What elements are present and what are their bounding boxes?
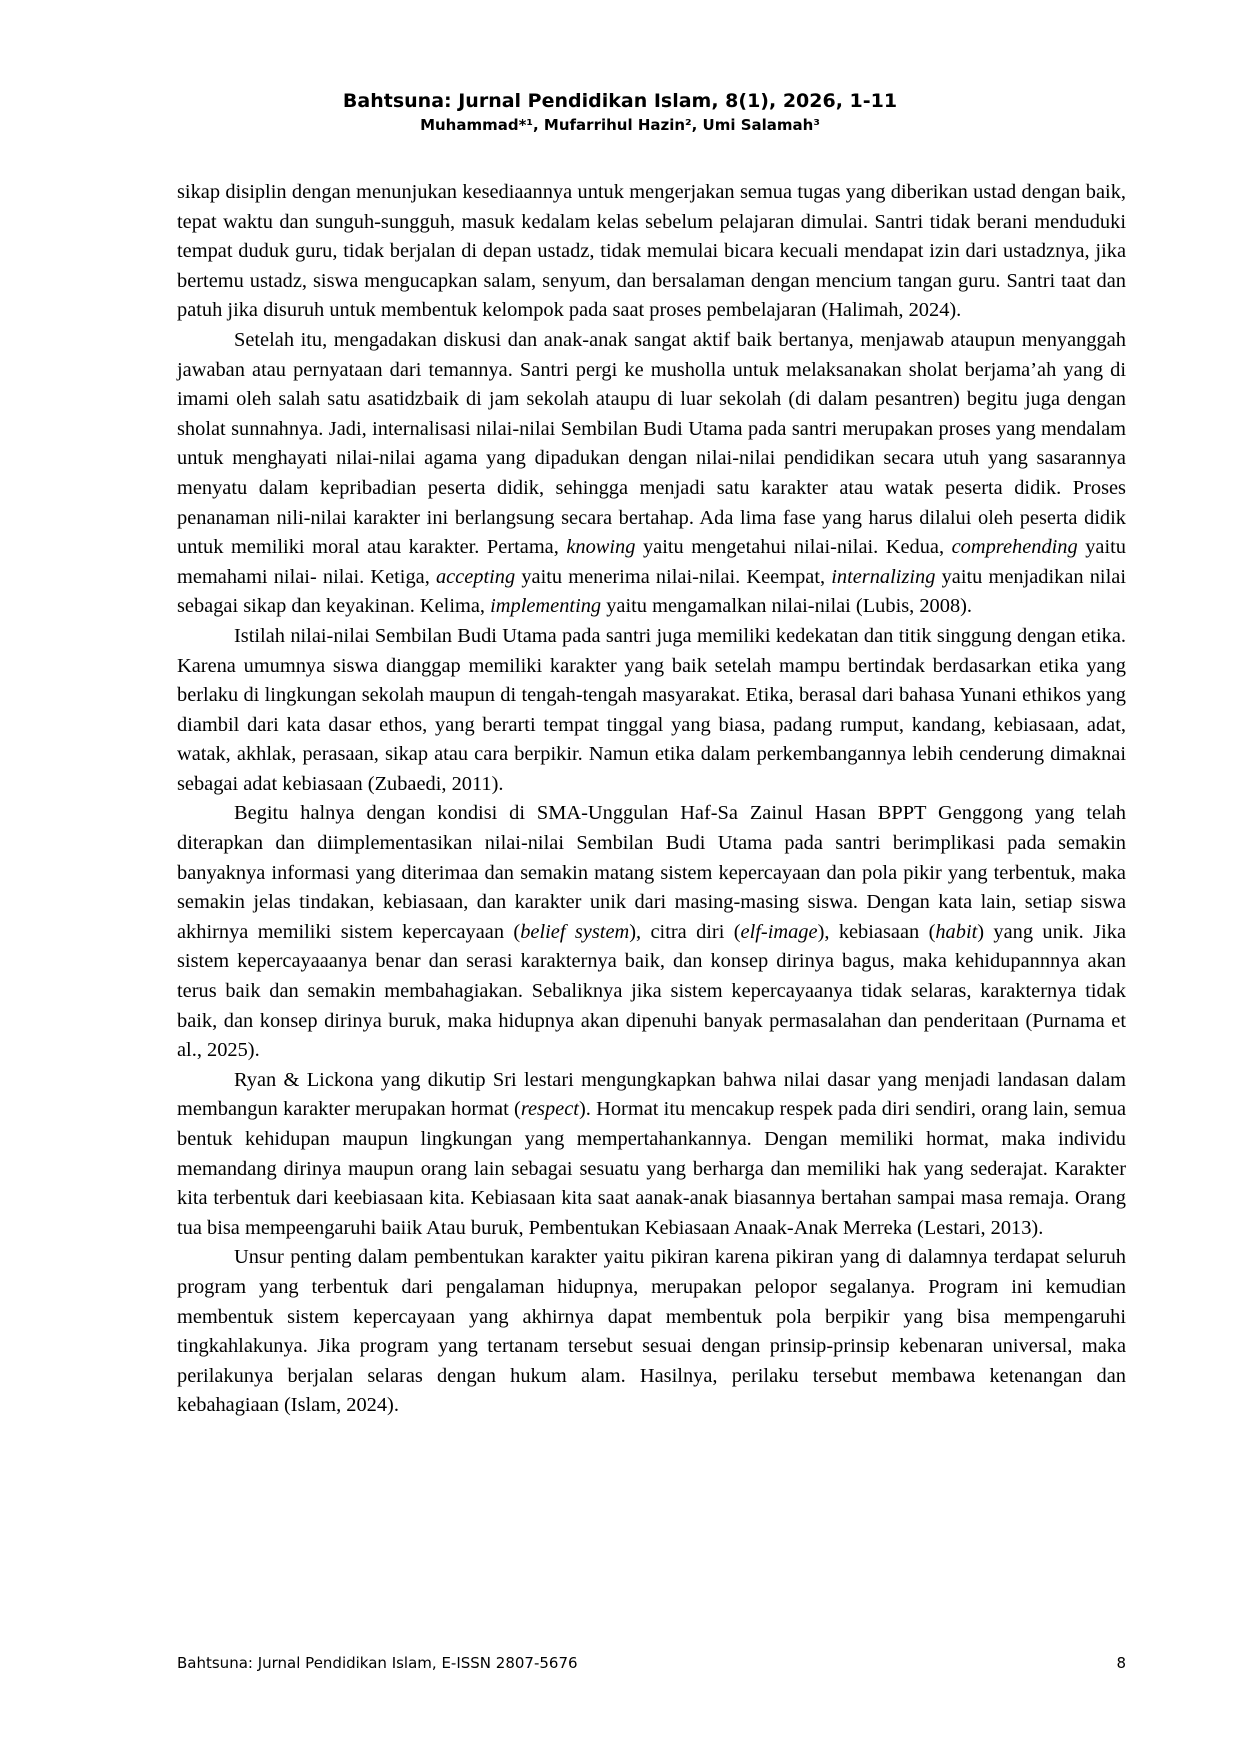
italic-term: belief system: [520, 920, 630, 943]
journal-citation: Bahtsuna: Jurnal Pendidikan Islam, 8(1), 2026, 1-11: [342, 90, 898, 112]
body-text: [177, 178, 1126, 1421]
page-number: 8: [1116, 1654, 1126, 1672]
text-run: yaitu mengamalkan nilai-nilai (Lubis, 2008).: [601, 595, 973, 618]
text-run: yaitu menjadikan nilai sebagai sikap dan keyakinan. Kelima,: [177, 565, 1126, 618]
italic-term: accepting: [435, 565, 516, 588]
paragraph: [177, 799, 1126, 1065]
text-run: yaitu menerima nilai-nilai. Keempat,: [515, 565, 832, 588]
italic-term: knowing: [566, 536, 636, 559]
italic-term: internalizing: [831, 565, 936, 588]
paragraph: [177, 178, 1126, 326]
italic-term: implementing: [490, 595, 602, 618]
paragraph: [177, 326, 1126, 622]
paragraph: [177, 1243, 1126, 1421]
text-run: ), citra diri (: [629, 920, 741, 943]
running-header: [0, 88, 1240, 136]
text-run: Setelah itu, mengadakan diskusi dan anak-anak sangat aktif baik bertanya, menjawab ataupun menyanggah jawaban atau pernyataan dari temannya. Santri pergi ke musholla untuk melaksanakan sholat berjama’ah yang di imami oleh salah satu asatidzbaik di jam sekolah ataupu di luar sekolah (di dalam pesantren) begitu juga dengan sholat sunnahnya. Jadi, internalisasi nilai-nilai Sembilan Budi Utama pada santri merupakan proses yang mendalam untuk menghayati nilai-nilai agama yang dipadukan dengan nilai-nilai pendidikan secara utuh yang sasarannya menyatu dalam kepribadian peserta didik, sehingga menjadi satu karakter atau watak peserta didik. Proses penanaman nili-nilai karakter ini berlangsung secara bertahap. Ada lima fase yang harus dilalui oleh peserta didik untuk memiliki moral atau karakter. Pertama,: [177, 328, 1126, 559]
text-run: ), kebiasaan (: [817, 920, 936, 943]
paragraph: [177, 1066, 1126, 1244]
text-run: Istilah nilai-nilai Sembilan Budi Utama pada santri juga memiliki kedekatan dan titik singgung dengan etika. Karena umumnya siswa dianggap memiliki karakter yang baik setelah mampu bertindak berdasarkan etika yang berlaku di lingkungan sekolah maupun di tengah-tengah masyarakat. Etika, berasal dari bahasa Yunani ethikos yang diambil dari kata dasar ethos, yang berarti tempat tinggal yang biasa, padang rumput, kandang, kebiasaan, adat, watak, akhlak, perasaan, sikap atau cara berpikir. Namun etika dalam perkembangannya lebih cenderung dimaknai sebagai adat kebiasaan (Zubaedi, 2011).: [177, 624, 1126, 795]
text-run: yaitu mengetahui nilai-nilai. Kedua,: [635, 536, 952, 559]
text-run: ) yang unik. Jika sistem kepercayaaanya benar dan serasi karakternya baik, dan konsep dirinya bagus, maka kehidupannnya akan terus baik dan semakin membahagiakan. Sebaliknya jika sistem kepercayaanya tidak selaras, karakternya tidak baik, dan konsep dirinya buruk, maka hidupnya akan dipenuhi banyak permasalahan dan penderitaan (Purnama et al., 2025).: [177, 920, 1126, 1062]
text-run: Ryan & Lickona yang dikutip Sri lestari mengungkapkan bahwa nilai dasar yang menjadi landasan dalam membangun karakter merupakan hormat (: [177, 1068, 1126, 1121]
italic-term: habit: [935, 920, 978, 943]
text-run: Unsur penting dalam pembentukan karakter yaitu pikiran karena pikiran yang di dalamnya terdapat seluruh program yang terbentuk dari pengalaman hidupnya, merupakan pelopor segalanya. Program ini kemudian membentuk sistem kepercayaan yang akhirnya dapat membentuk pola berpikir yang bisa mempengaruhi tingkahlakunya. Jika program yang tertanam tersebut sesuai dengan prinsip-prinsip kebenaran universal, maka perilakunya berjalan selaras dengan hukum alam. Hasilnya, perilaku tersebut membawa ketenangan dan kebahagiaan (Islam, 2024).: [177, 1246, 1126, 1417]
text-run: yaitu memahami nilai- nilai. Ketiga,: [177, 536, 1126, 588]
italic-term: respect: [520, 1098, 579, 1121]
author-list: Muhammad*¹, Mufarrihul Hazin², Umi Salamah³: [420, 116, 820, 134]
footer-journal: Bahtsuna: Jurnal Pendidikan Islam, E-ISSN 2807-5676: [177, 1654, 578, 1672]
italic-term: elf-image: [740, 920, 818, 943]
text-run: Begitu halnya dengan kondisi di SMA-Unggulan Haf-Sa Zainul Hasan BPPT Genggong yang telah diterapkan dan diimplementasikan nilai-nilai Sembilan Budi Utama pada santri berimplikasi pada semakin banyaknya informasi yang diterimaa dan semakin matang sistem kepercayaan dan pola pikir yang terbentuk, maka semakin jelas tindakan, kebiasaan, dan karakter unik dari masing-masing siswa. Dengan kata lain, setiap siswa akhirnya memiliki sistem kepercayaan (: [177, 802, 1126, 943]
text-run: sikap disiplin dengan menunjukan kesediaannya untuk mengerjakan semua tugas yang diberikan ustad dengan baik, tepat waktu dan sunguh-sungguh, masuk kedalam kelas sebelum pelajaran dimulai. Santri tidak berani menduduki tempat duduk guru, tidak berjalan di depan ustadz, tidak memulai bicara kecuali mendapat izin dari ustadznya, jika bertemu ustadz, siswa mengucapkan salam, senyum, dan bersalaman dengan mencium tangan guru. Santri taat dan patuh jika disuruh untuk membentuk kelompok pada saat proses pembelajaran (Halimah, 2024).: [177, 181, 1126, 322]
paragraph: [177, 622, 1126, 800]
text-run: ). Hormat itu mencakup respek pada diri sendiri, orang lain, semua bentuk kehidupan maupun lingkungan yang mempertahankannya. Dengan memiliki hormat, maka individu memandang dirinya maupun orang lain sebagai sesuatu yang berharga dan memiliki hak yang sederajat. Karakter kita terbentuk dari keebiasaan kita. Kebiasaan kita saat aanak-anak biasannya bertahan sampai masa remaja. Orang tua bisa mempeengaruhi baiik Atau buruk, Pembentukan Kebiasaan Anaak-Anak Merreka (Lestari, 2013).: [177, 1098, 1127, 1239]
italic-term: comprehending: [951, 536, 1078, 559]
